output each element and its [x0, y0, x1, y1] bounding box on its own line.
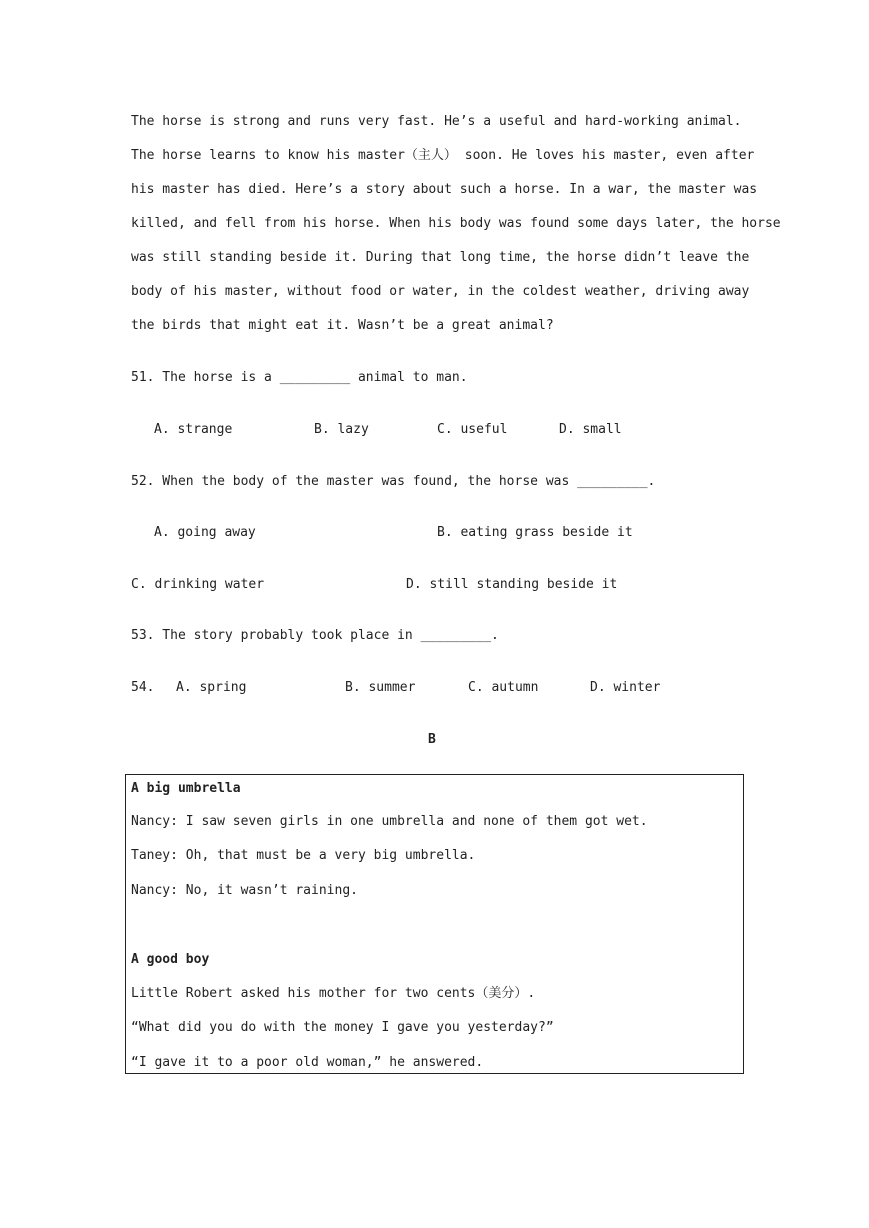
- question-54-option-a: A. spring: [176, 680, 247, 695]
- question-51-option-d: D. small: [559, 422, 622, 437]
- question-54-number: 54.: [131, 680, 155, 695]
- question-51-option-a: A. strange: [154, 422, 233, 437]
- passage-line: The horse is strong and runs very fast. He’s a useful and hard-working animal.: [131, 114, 742, 129]
- question-54-option-d: D. winter: [590, 680, 661, 695]
- question-51-option-c: C. useful: [437, 422, 508, 437]
- question-54-option-c: C. autumn: [468, 680, 539, 695]
- joke-title: A big umbrella: [131, 781, 241, 796]
- section-heading: B: [428, 732, 436, 747]
- joke-line: Nancy: No, it wasn’t raining.: [131, 883, 358, 898]
- question-51-stem: 51. The horse is a _________ animal to man.: [131, 370, 468, 385]
- question-52-stem: 52. When the body of the master was found, the horse was _________.: [131, 474, 656, 489]
- joke-line: Little Robert asked his mother for two cents（美分）.: [131, 986, 536, 1001]
- passage-line: The horse learns to know his master（主人） soon. He loves his master, even after: [131, 148, 755, 163]
- joke-title: A good boy: [131, 952, 210, 967]
- jokes-box: [125, 774, 744, 1074]
- passage-line: body of his master, without food or water, in the coldest weather, driving away: [131, 284, 750, 299]
- question-52-option-b: B. eating grass beside it: [437, 525, 633, 540]
- question-51-option-b: B. lazy: [314, 422, 369, 437]
- passage-line: was still standing beside it. During that long time, the horse didn’t leave the: [131, 250, 750, 265]
- question-54-option-b: B. summer: [345, 680, 416, 695]
- joke-line: “I gave it to a poor old woman,” he answered.: [131, 1055, 484, 1070]
- passage-line: the birds that might eat it. Wasn’t be a great animal?: [131, 318, 554, 333]
- question-52-option-a: A. going away: [154, 525, 256, 540]
- joke-line: Taney: Oh, that must be a very big umbrella.: [131, 848, 476, 863]
- joke-line: Nancy: I saw seven girls in one umbrella and none of them got wet.: [131, 814, 648, 829]
- passage-line: his master has died. Here’s a story about such a horse. In a war, the master was: [131, 182, 758, 197]
- question-52-option-c: C. drinking water: [131, 577, 265, 592]
- question-52-option-d: D. still standing beside it: [406, 577, 618, 592]
- reading-passage: [131, 108, 781, 346]
- question-53-stem: 53. The story probably took place in _________.: [131, 628, 499, 643]
- passage-line: killed, and fell from his horse. When his body was found some days later, the horse: [131, 216, 781, 231]
- joke-line: “What did you do with the money I gave you yesterday?”: [131, 1020, 554, 1035]
